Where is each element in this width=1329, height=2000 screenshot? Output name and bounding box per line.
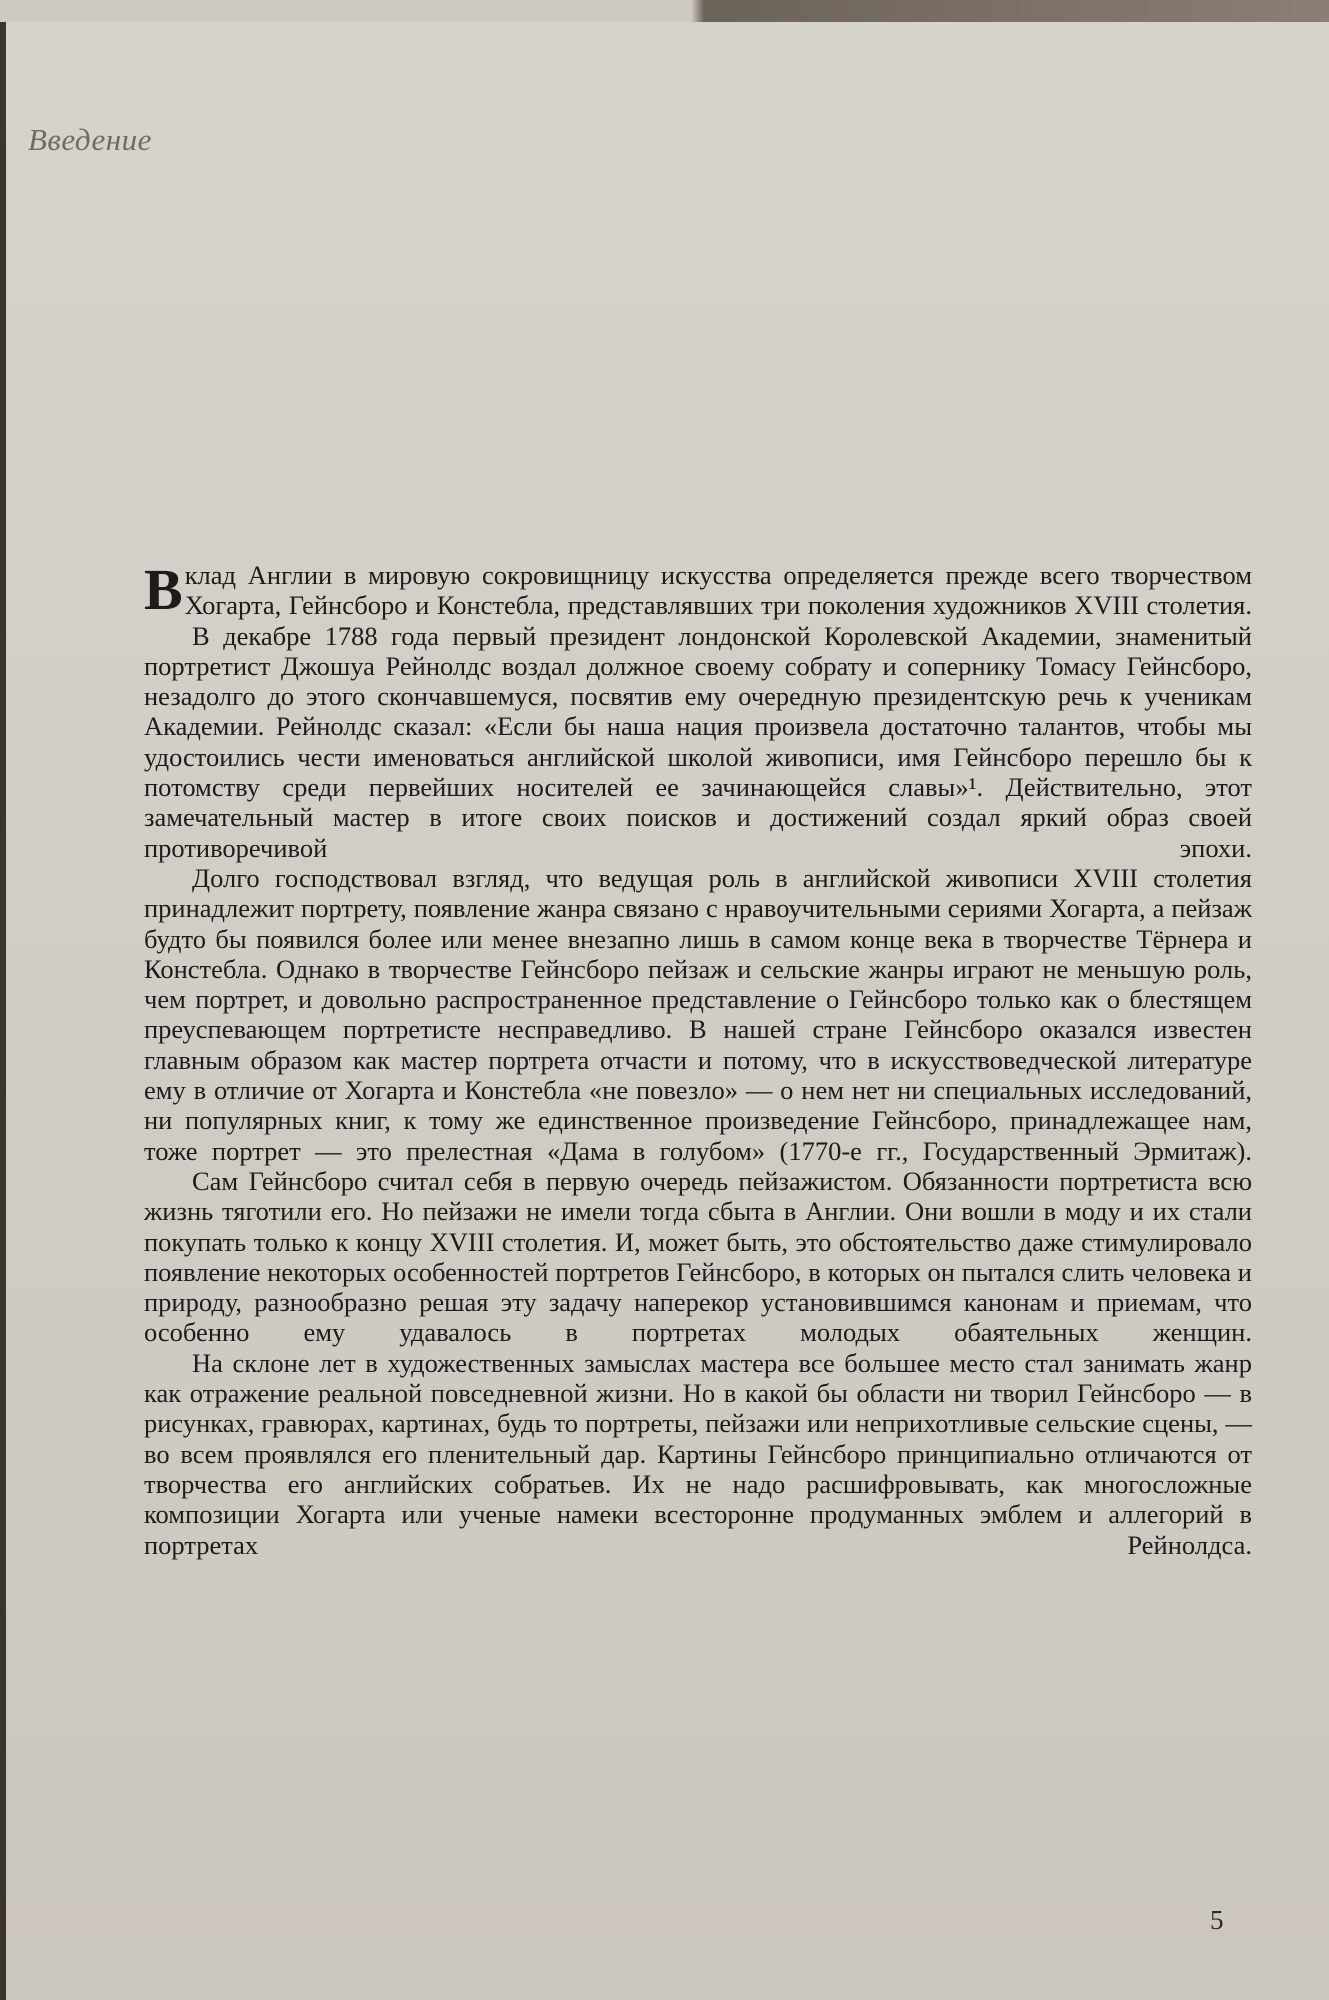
paragraph-4: Сам Гейнсборо считал себя в первую очередь пейзажистом. Обязанности портретиста всю жизнь тяготили его. Но пейзажи не имели тогда сбыта в Англии. Они вошли в моду и их стали покупать только к концу XVIII столетия. И, может быть, это обстоятельство даже стимулировало появление некоторых особенностей портретов Гейнсборо, в которых он пытался слить человека и природу, разнообразно решая эту задачу наперекор установившимся канонам и приемам, что особенно ему удавалось в портретах молодых обаятельных женщин. xyxy=(144,1165,1252,1348)
paragraph-1-text: клад Англии в мировую сокровищницу искусства определяется прежде всего творчеством Хогарта, Гейнсборо и Констебла, представлявших три поколения художников XVIII столетия. xyxy=(184,560,1252,621)
page-number: 5 xyxy=(1210,1905,1224,1935)
paragraph-3: Долго господствовал взгляд, что ведущая роль в английской живописи XVIII столетия принадлежит портрету, появление жанра связано с нравоучительными сериями Хогарта, а пейзаж будто бы появился более или менее внезапно лишь в самом конце века в творчестве Тёрнера и Констебла. Однако в творчестве Гейнсборо пейзаж и сельские жанры играют не меньшую роль, чем портрет, и довольно распространенное представление о Гейнсборо только как о блестящем преуспевающем портретисте несправедливо. В нашей стране Гейнсборо оказался известен главным образом как мастер портрета отчасти и потому, что в искусствоведческой литературе ему в отличие от Хогарта и Констебла «не повезло» — о нем нет ни специальных исследований, ни популярных книг, к тому же единственное произведение Гейнсборо, принадлежащее нам, тоже портрет — это прелестная «Дама в голубом» (1770-е гг., Государственный Эрмитаж). xyxy=(144,862,1252,1166)
paragraph-5: На склоне лет в художественных замыслах мастера все большее место стал занимать жанр как отражение реальной повседневной жизни. Но в какой бы области ни творил Гейнсборо — в рисунках, гравюрах, картинах, будь то портреты, пейзажи или неприхотливые сельские сцены, — во всем проявлялся его пленительный дар. Картины Гейнсборо принципиально отличаются от творчества его английских собратьев. Их не надо расшифровывать, как многосложные композиции Хогарта или ученые намеки всесторонне продуманных эмблем и аллегорий в портретах Рейнолдса. xyxy=(144,1347,1252,1560)
drop-cap: В xyxy=(144,557,183,622)
book-page xyxy=(6,22,1329,2000)
section-title: Введение xyxy=(28,122,152,157)
paragraph-2: В декабре 1788 года первый президент лондонской Королевской Академии, знаменитый портретист Джошуа Рейнолдс воздал должное своему собрату и сопернику Томасу Гейнсборо, незадолго до этого скончавшемуся, посвятив ему очередную президентскую речь к ученикам Академии. Рейнолдс сказал: «Если бы наша нация произвела достаточно талантов, чтобы мы удостоились чести именоваться английской школой живописи, имя Гейнсборо перешло бы к потомству среди первейших носителей ее зачинающейся славы»¹. Действительно, этот замечательный мастер в итоге своих поисков и достижений создал яркий образ своей противоречивой эпохи. xyxy=(144,620,1252,863)
top-edge-background xyxy=(0,0,1329,22)
paragraph-1 xyxy=(144,557,1252,622)
body-text xyxy=(144,557,1252,1560)
